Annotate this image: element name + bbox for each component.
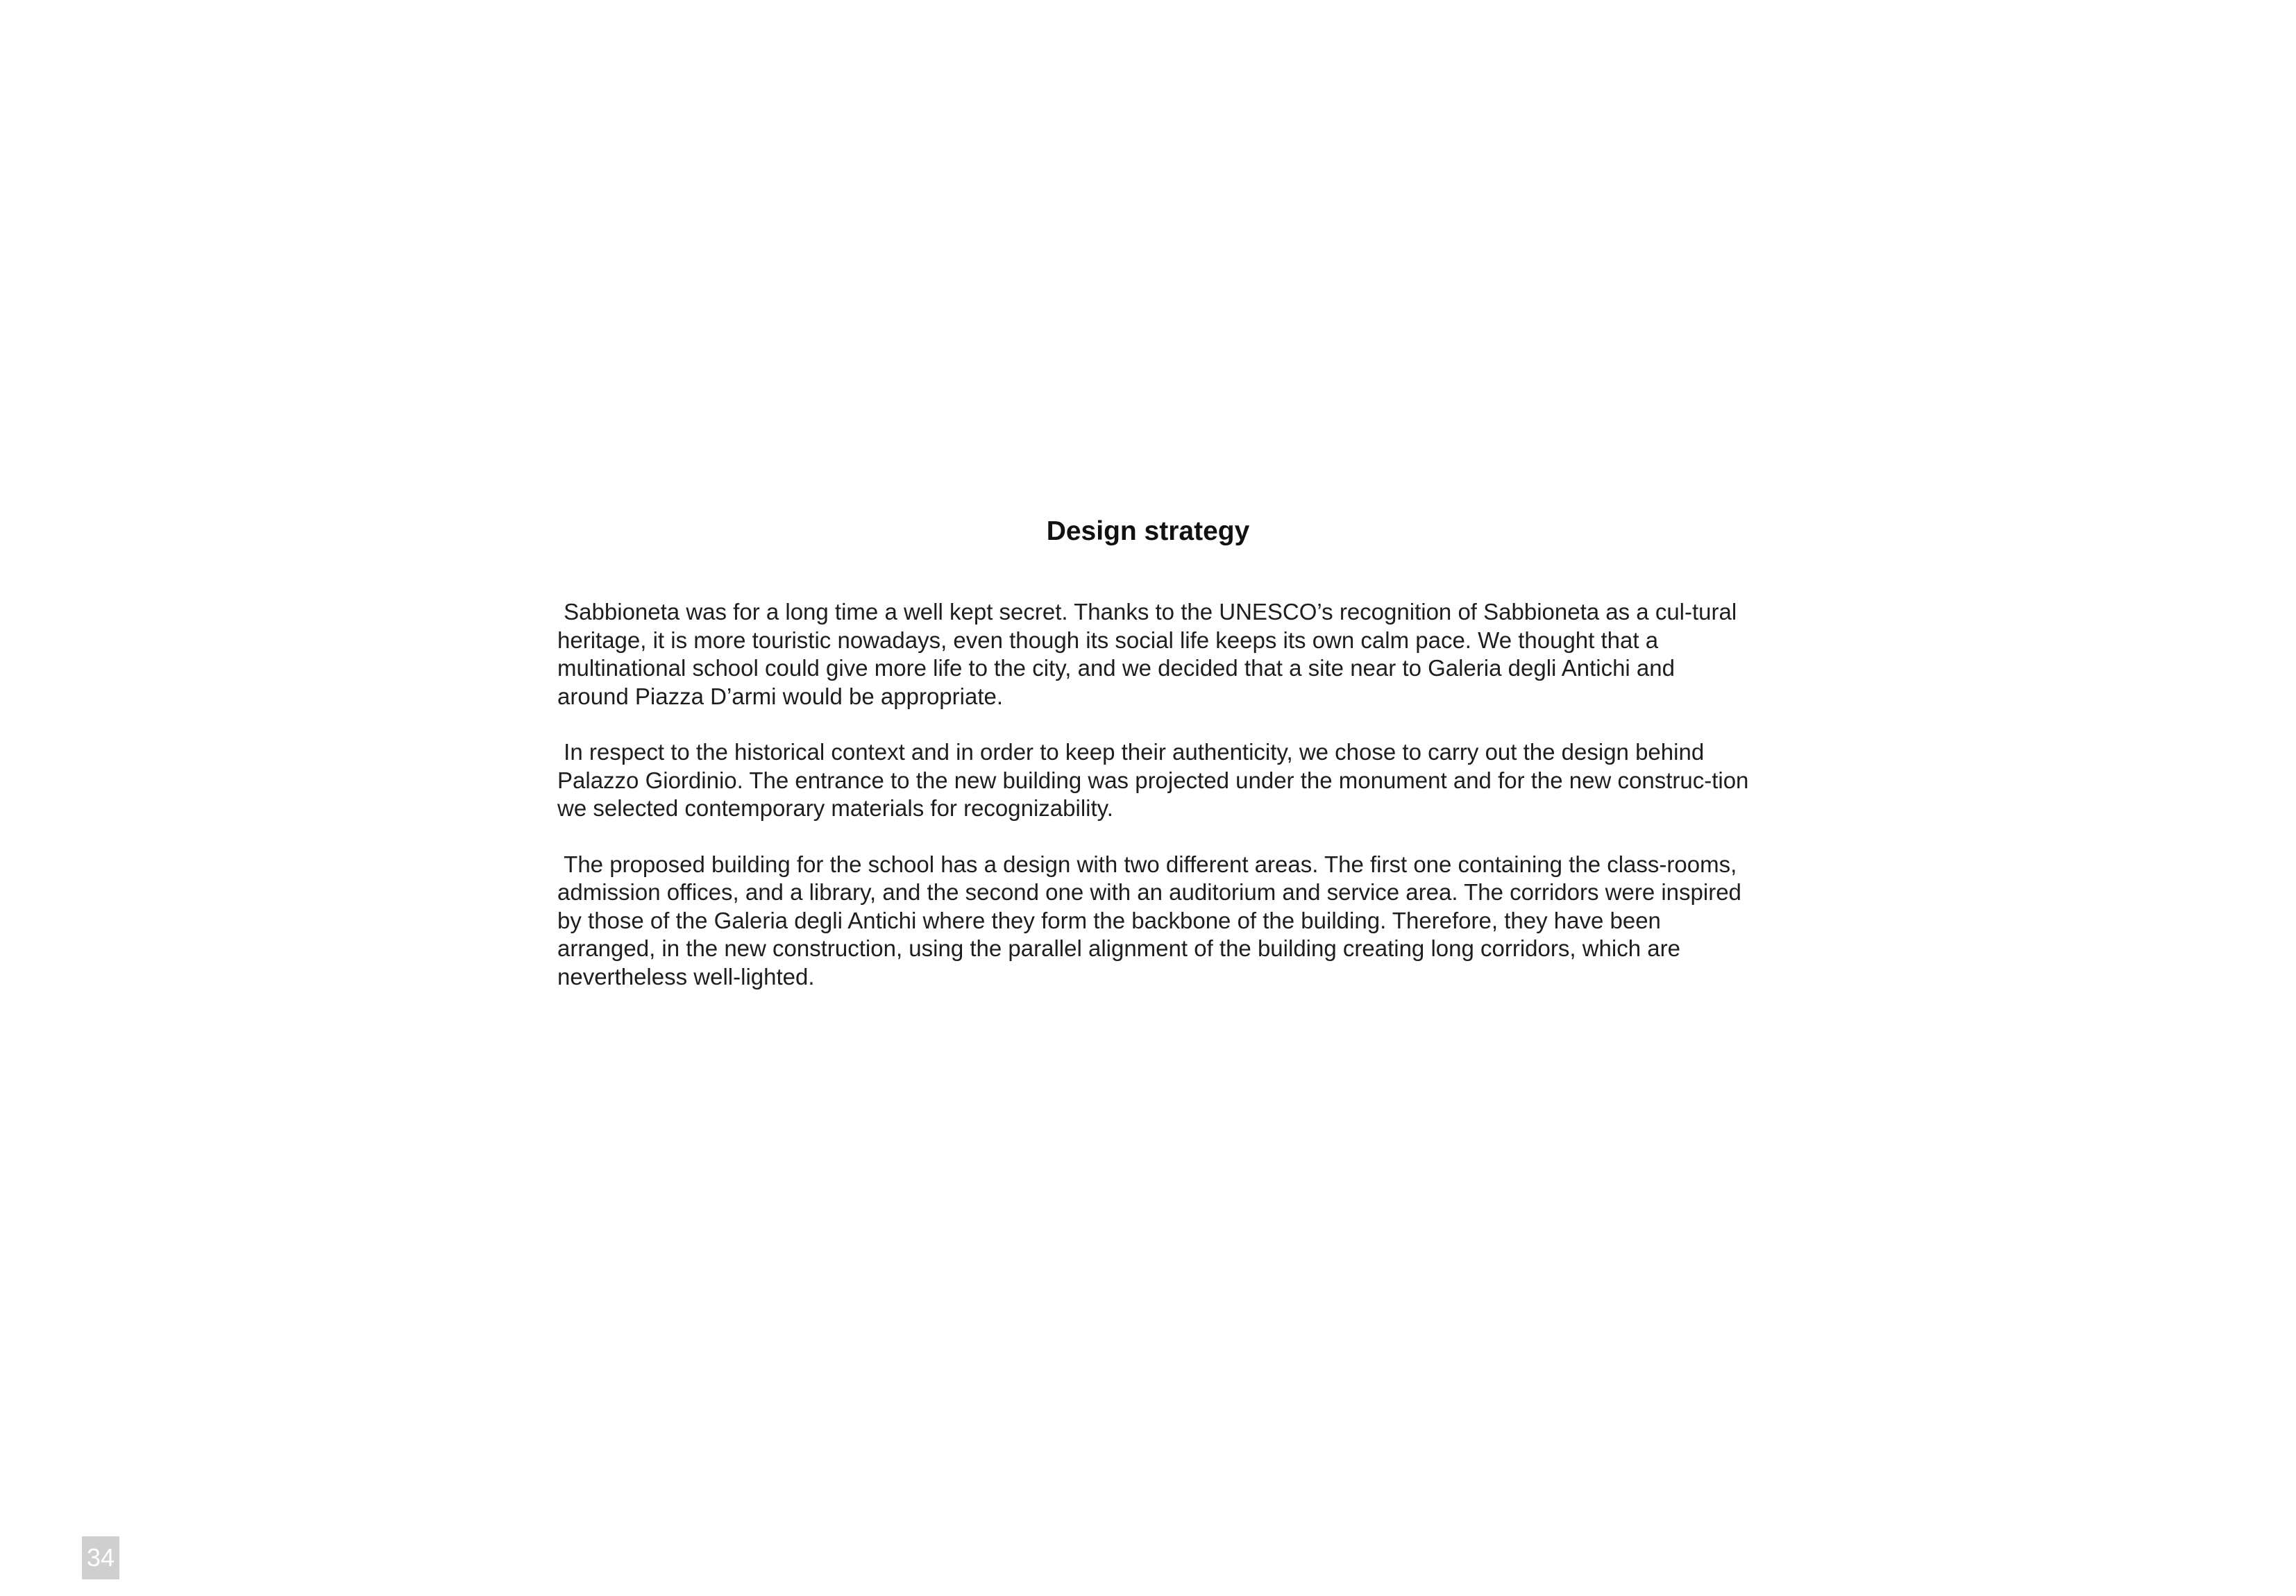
paragraph-building-design: The proposed building for the school has a design with two different areas. The first one containing the class-rooms, admission offices, and a library, and the second one with an auditorium and service area. The corridors were inspired by those of the Galeria degli Antichi where they form the backbone of the building. Therefore, they have been arranged, in the new construction, using the parallel alignment of the building creating long corridors, which are nevertheless well-lighted. (557, 851, 1741, 990)
paragraph-site-selection: Sabbioneta was for a long time a well kept secret. Thanks to the UNESCO’s recognition of Sabbioneta as a cul-tural heritage, it is more touristic nowadays, even though its social life keeps its own calm pace. We thought that a multinational school could give more life to the city, and we decided that a site near to Galeria degli Antichi and around Piazza D’armi would be appropriate. (557, 599, 1737, 709)
page-title: Design strategy (1046, 516, 1250, 546)
body-text (557, 598, 1751, 1019)
page-number: 34 (82, 1536, 119, 1579)
paragraph-historical-context: In respect to the historical context and in order to keep their authenticity, we chose to carry out the design behind Palazzo Giordinio. The entrance to the new building was projected under the monument and for the new construc-tion we selected contemporary materials for recognizability. (557, 739, 1749, 821)
